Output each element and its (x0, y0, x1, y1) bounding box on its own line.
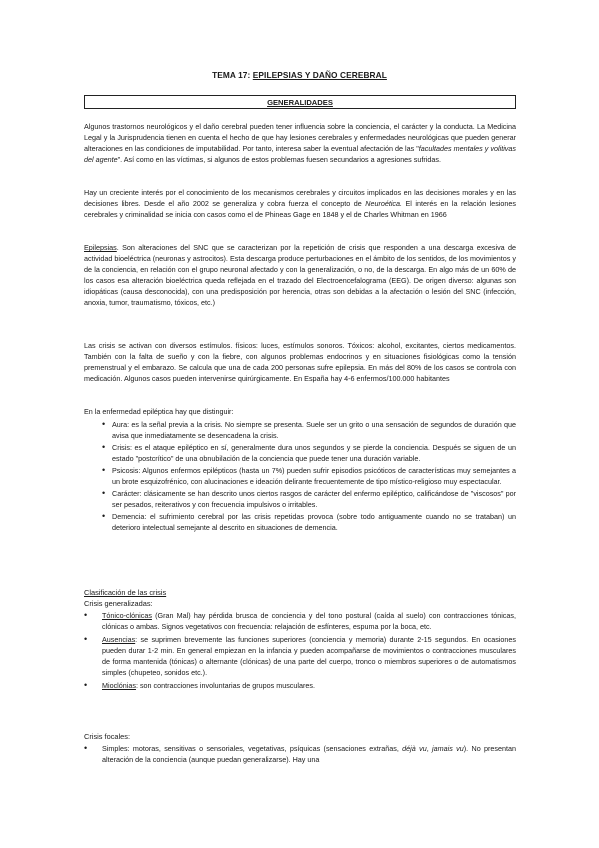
paragraph-neuroetica (84, 187, 516, 220)
list-item: • Carácter: clásicamente se han descrito unos ciertos rasgos de carácter del enfermo epiléptico, calificándose de "viscosos" por ser pesados, reiterativos y con frecuencia impulsivos o irritables. (102, 488, 516, 509)
list-item: • Simples: motoras, sensitivas o sensoriales, vegetativas, psíquicas (sensaciones extrañas, déjà vu, jamais vu). No presentan alteración de la conciencia (aunque puedan generalizarse). Hay una (84, 743, 517, 764)
p1-text-a: Algunos trastornos neurológicos y el daño cerebral pueden tener influencia sobre la conciencia, el carácter y la conducta. La Medicina Legal y la Jurisprudencia tienen en cuenta el hecho de que hay lesiones cerebrales y enfermedades neurológicas que pueden generar alteraciones en las condiciones de imputabilidad. Por tanto, interesa saber la eventual afectación de las " (84, 122, 516, 153)
title-prefix: TEMA 17: (212, 70, 253, 80)
generalizadas-heading: Crisis generalizadas: (84, 599, 153, 608)
list-item: • Psicosis: Algunos enfermos epilépticos (hasta un 7%) pueden sufrir episodios psicóticos de características muy semejantes a un brote esquizofrénico, con alucinaciones e ideación delirante frecuentemente de tipo místico-religioso muy espectacular. (102, 465, 516, 486)
paragraph-intro (84, 121, 516, 165)
epilepsias-term: Epilepsias (84, 243, 117, 252)
p2-text-a: Hay un creciente interés por el conocimiento de los mecanismos cerebrales y circuitos implicados en las decisiones morales y en las decisiones libres. Desde el año 2002 se generaliza y cobra fuerza el concepto de (84, 188, 516, 208)
focales-italic-1: déjà vu (402, 744, 427, 753)
p1-text-b: ". Así como en las víctimas, si algunos de estos problemas fuesen secundarios a agresiones sufridas. (117, 155, 441, 164)
paragraph-estimulos (84, 340, 516, 384)
clasificacion-heading: Clasificación de las crisis (84, 588, 167, 597)
list-item: • Tónico-clónicas (Gran Mal) hay pérdida brusca de conciencia y del tono postural (caída al suelo) con contracciones tónicas, clónicas o ambas. Signos vegetativos con frecuencia: relajación de esfínteres, espuma por la boca, etc. (84, 610, 516, 631)
p2-text-b: El interés en la relación lesiones cerebrales y criminalidad se inicia con casos como el de Phineas Gage en 1848 y el de Charles Whitman en 1966 (84, 199, 516, 219)
list-item: • Crisis: es el ataque epiléptico en sí, generalmente dura unos segundos y se pierde la conciencia. Después se siguen de un estado "postcrítico" de una obnubilación de la conciencia que puede tener una duración variable. (102, 442, 516, 463)
list-item-text: Crisis: es el ataque epiléptico en sí, generalmente dura unos segundos y se pierde la conciencia. Después se siguen de un estado "postcrítico" de una obnubilación de la conciencia que puede tener una duración variable. (112, 443, 516, 463)
list-item: • Aura: es la señal previa a la crisis. No siempre se presenta. Suele ser un grito o una sensación de segundos de duración que avisa que inmediatamente se desencadena la crisis. (102, 419, 516, 440)
focales-italic-2: jamais vu (432, 744, 464, 753)
focales-text-b: ). No presentan alteración de la conciencia (aunque puedan generalizarse). Hay una (102, 744, 517, 764)
p5-text: En la enfermedad epiléptica hay que distinguir: (84, 407, 234, 416)
crisis-term: Mioclónias (102, 681, 136, 690)
focales-heading: Crisis focales: (84, 732, 130, 741)
list-item-text: Carácter: clásicamente se han descrito unos ciertos rasgos de carácter del enfermo epiléptico, calificándose de "viscosos" por ser pesados, reiterativos y con frecuencia impulsivos o irritables. (112, 489, 516, 509)
list-item: • Demencia: el sufrimiento cerebral por las crisis repetidas provoca (sobre todo antiguamente cuando no se trataban) un deterioro intelectual semejante al descrito en situaciones de demencia. (102, 511, 516, 532)
focales-text-a: Simples: motoras, sensitivas o sensoriales, vegetativas, psíquicas (sensaciones extrañas, (102, 744, 403, 753)
section-header-generalidades (84, 95, 516, 109)
p1-italic: facultades mentales y volitivas del agente (84, 144, 516, 164)
paragraph-epilepsias (84, 242, 516, 308)
title-topic: EPILEPSIAS Y DAÑO CEREBRAL (252, 70, 387, 80)
p4-text: Las crisis se activan con diversos estímulos. físicos: luces, estímulos sonoros. Tóxicos: alcohol, excitantes, ciertos medicamentos. También con la falta de sueño y con la fiebre, con algunos problemas endocrinos y en situaciones fisiológicas como la tensión premenstrual y el embarazo. Se calcula que una de cada 200 personas sufre epilepsia. En más del 80% de los casos se controla con medicación. Algunos casos pueden intervenirse quirúrgicamente. En España hay 4-6 enfermos/100.000 habitantes (84, 341, 516, 383)
list-item-text: : se suprimen brevemente las funciones superiores (conciencia y memoria) durante 2-15 segundos. En ocasiones pueden durar 1-2 min. En general empiezan en la infancia y pueden acompañarse de movimientos o contracciones musculares de forma mantenida (tónicas) o alternante (clónicas) de una parte del cuerpo, tronco o miembros superiores o de automatismos simples (chupeteo, sonidos etc.). (102, 635, 516, 677)
section-header-label: GENERALIDADES (267, 98, 333, 107)
crisis-term: Ausencias (102, 635, 136, 644)
p3-text: . Son alteraciones del SNC que se caracterizan por la repetición de crisis que responden a una descarga excesiva de actividad bioeléctrica (neuronas y astrocitos). Esta descarga produce perturbaciones en el ámbito de los sentidos, de los movimientos y de la conciencia, en relación con el grupo neuronal afectado y con la generalización, o no, de la descarga. En algo más de un 60% de los casos esa alteración bioeléctrica queda reflejada en el trazado del Electroencefalograma (EEG). De origen diverso: algunas son idiopáticas (causa desconocida), con una predisposición por herencia, otras son debidas a la afectación o lesión del SNC (infección, anoxia, tumor, traumatismo, tóxicos, etc.) (84, 243, 516, 307)
page-title (0, 70, 599, 80)
list-item: • Mioclónias: son contracciones involuntarias de grupos musculares. (84, 680, 315, 690)
list-item-text: Aura: es la señal previa a la crisis. No siempre se presenta. Suele ser un grito o una sensación de segundos de duración que avisa que inmediatamente se desencadena la crisis. (112, 420, 516, 440)
generalizadas-list (84, 610, 516, 691)
paragraph-distinguir (84, 406, 516, 417)
focales-list (84, 743, 516, 765)
list-item-text: : son contracciones involuntarias de grupos musculares. (135, 681, 315, 690)
list-item-text: Demencia: el sufrimiento cerebral por las crisis repetidas provoca (sobre todo antiguamente cuando no se trataban) un deterioro intelectual semejante al descrito en situaciones de demencia. (112, 512, 516, 532)
list-item-text: (Gran Mal) hay pérdida brusca de conciencia y del tono postural (caída al suelo) con contracciones tónicas, clónicas o ambas. Signos vegetativos con frecuencia: relajación de esfínteres, espuma por la boca, etc. (102, 611, 516, 631)
crisis-term: Tónico-clónicas (102, 611, 152, 620)
list-item-text: Psicosis: Algunos enfermos epilépticos (hasta un 7%) pueden sufrir episodios psicóticos de características muy semejantes a un brote esquizofrénico, con alucinaciones e ideación delirante frecuentemente de tipo místico-religioso muy espectacular. (112, 466, 516, 486)
list-item: • Ausencias: se suprimen brevemente las funciones superiores (conciencia y memoria) durante 2-15 segundos. En ocasiones pueden durar 1-2 min. En general empiezan en la infancia y pueden acompañarse de movimientos o contracciones musculares de forma mantenida (tónicas) o alternante (clónicas) de una parte del cuerpo, tronco o miembros superiores o de automatismos simples (chupeteo, sonidos etc.). (84, 634, 516, 677)
distinguir-list (84, 419, 516, 533)
p2-italic: Neuroética. (365, 199, 403, 208)
